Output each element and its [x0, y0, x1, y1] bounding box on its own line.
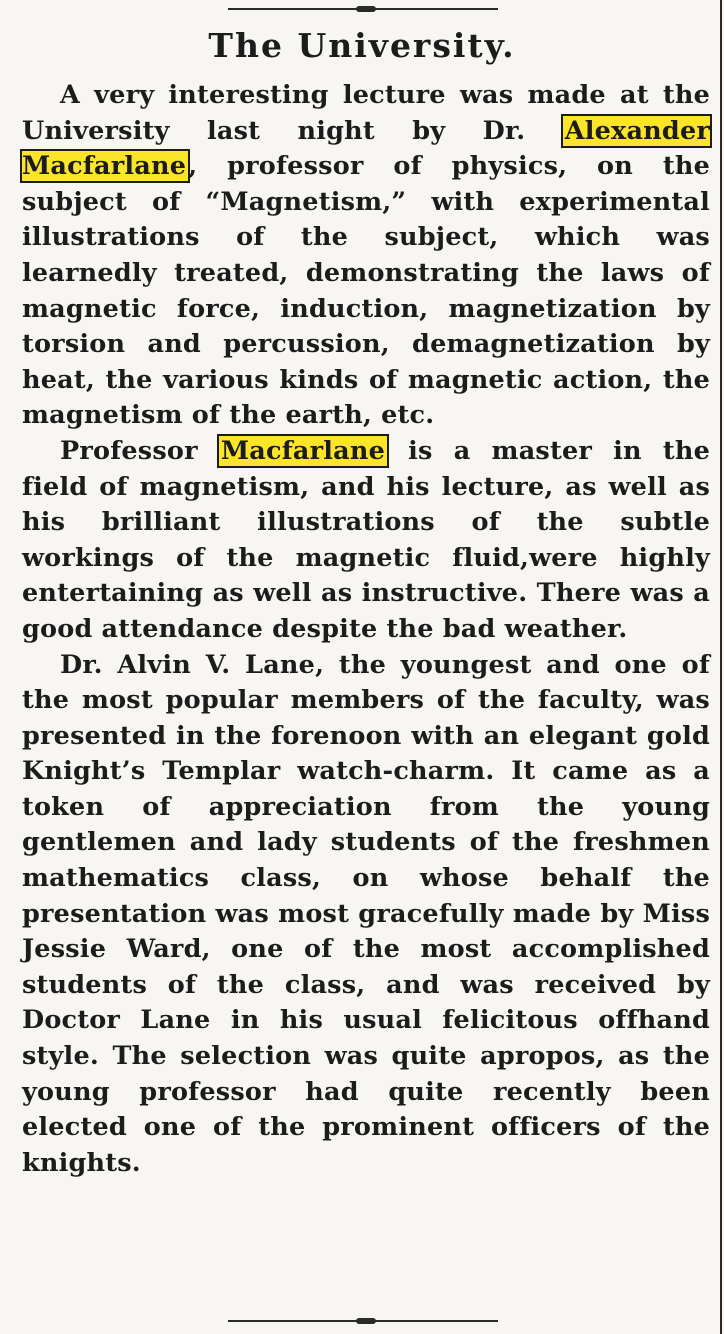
top-divider	[228, 8, 498, 10]
paragraph-2-text-start: Professor	[60, 435, 219, 466]
article-headline: The University.	[208, 26, 516, 65]
highlighted-name-alexander-macfarlane: Alexander Macfarlane	[22, 115, 710, 182]
paragraph-1-text-start: A very interesting lecture was made at the University last night by Dr.	[22, 80, 710, 146]
bottom-divider	[228, 1320, 498, 1322]
paragraph-2	[22, 434, 710, 648]
paragraph-1-text-end: , professor of physics, on the subject of “Magnetism,” with experimental illustrations of the subject, which was learnedly treated, demonstrating the laws of magnetic force, induction, magnetization by torsion and percussion, demagnetization by heat, the various kinds of magnetic action, the magnetism of the earth, etc.	[22, 151, 710, 431]
paragraph-1	[22, 78, 710, 434]
column-rule	[720, 0, 722, 1334]
highlighted-name-macfarlane: Macfarlane	[220, 435, 386, 466]
paragraph-3: Dr. Alvin V. Lane, the youngest and one of the most popular members of the faculty, was presented in the forenoon with an elegant gold Knight’s Templar watch-charm. It came as a token of appreciation from the young gentlemen and lady students of the freshmen mathematics class, on whose behalf the presentation was most gracefully made by Miss Jessie Ward, one of the most accomplished students of the class, and was received by Doctor Lane in his usual felicitous offhand style. The selection was quite apropos, as the young professor had quite recently been elected one of the prominent officers of the knights.	[22, 649, 710, 1178]
paragraph-2-text-end: is a master in the field of magnetism, and his lecture, as well as his brilliant illustrations of the subtle workings of the magnetic fluid,were highly entertaining as well as instructive. There was a good attendance despite the bad weather.	[22, 435, 710, 644]
article-body	[22, 78, 710, 1181]
